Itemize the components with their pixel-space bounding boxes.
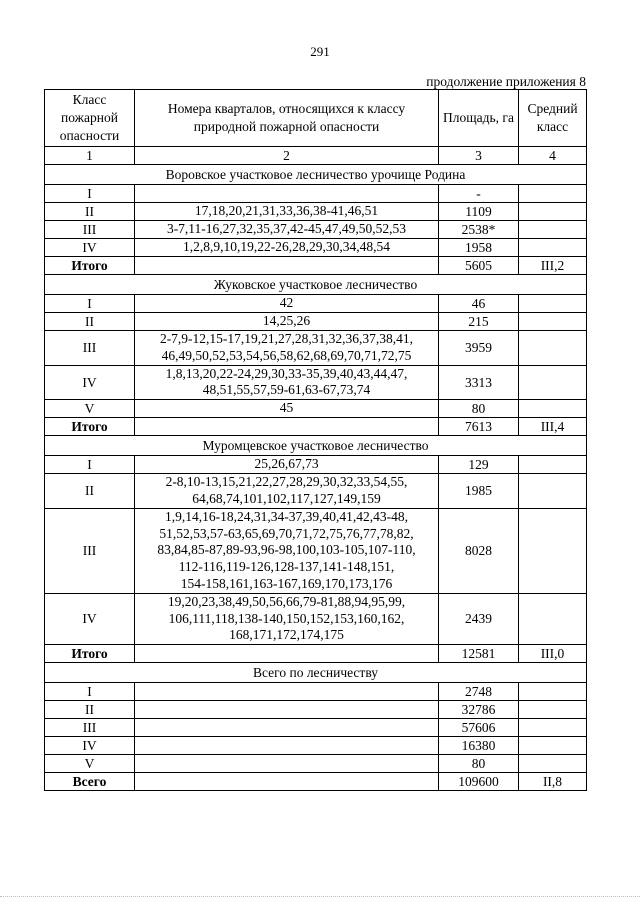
area-cell: 57606 <box>439 719 519 737</box>
area-cell: 1958 <box>439 239 519 257</box>
quarters-cell <box>135 683 439 701</box>
quarters-cell: 19,20,23,38,49,50,56,66,79-81,88,94,95,99, 106,111,118,138-140,150,152,153,160,162, 168,171,172,174,175 <box>135 593 439 644</box>
area-cell: 215 <box>439 313 519 331</box>
fire-class-cell: IV <box>45 239 135 257</box>
table-row <box>45 593 587 644</box>
table-row <box>45 239 587 257</box>
quarters-cell <box>135 755 439 773</box>
table-row <box>45 313 587 331</box>
fire-hazard-table <box>44 89 587 791</box>
quarters-cell <box>135 185 439 203</box>
table-row <box>45 737 587 755</box>
average-class-cell <box>519 185 587 203</box>
quarters-cell: 1,8,13,20,22-24,29,30,33-35,39,40,43,44,47, 48,51,55,57,59-61,63-67,73,74 <box>135 365 439 400</box>
section-header-row <box>45 663 587 683</box>
quarters-cell <box>135 773 439 791</box>
fire-class-cell: II <box>45 203 135 221</box>
quarters-cell: 14,25,26 <box>135 313 439 331</box>
average-class-cell: III,0 <box>519 645 587 663</box>
fire-class-cell: V <box>45 755 135 773</box>
fire-class-cell: I <box>45 456 135 474</box>
average-class-cell <box>519 683 587 701</box>
average-class-cell <box>519 701 587 719</box>
average-class-cell: II,8 <box>519 773 587 791</box>
table-row <box>45 221 587 239</box>
fire-class-cell: III <box>45 508 135 593</box>
section-title: Жуковское участковое лесничество <box>45 275 587 295</box>
fire-class-cell: II <box>45 313 135 331</box>
area-cell: 2538* <box>439 221 519 239</box>
average-class-cell <box>519 331 587 366</box>
area-cell: 80 <box>439 400 519 418</box>
fire-class-cell: III <box>45 719 135 737</box>
section-title: Воровское участковое лесничество урочище Родина <box>45 165 587 185</box>
quarters-cell: 17,18,20,21,31,33,36,38-41,46,51 <box>135 203 439 221</box>
fire-class-cell: IV <box>45 737 135 755</box>
average-class-cell <box>519 239 587 257</box>
quarters-cell: 1,9,14,16-18,24,31,34-37,39,40,41,42,43-48, 51,52,53,57-63,65,69,70,71,72,75,76,77,78,82, 83,84,85-87,89-93,96-98,100,103-105,107-110, 112-116,119-126,128-137,141-148,151, 154-158,161,163-167,169,170,173,176 <box>135 508 439 593</box>
area-cell: 1985 <box>439 474 519 509</box>
fire-class-cell: Итого <box>45 418 135 436</box>
average-class-cell <box>519 295 587 313</box>
area-cell: - <box>439 185 519 203</box>
table-row <box>45 683 587 701</box>
average-class-cell: III,2 <box>519 257 587 275</box>
section-header-row <box>45 165 587 185</box>
quarters-cell: 3-7,11-16,27,32,35,37,42-45,47,49,50,52,53 <box>135 221 439 239</box>
fire-class-cell: Итого <box>45 645 135 663</box>
column-number: 1 <box>45 147 135 165</box>
quarters-cell: 2-8,10-13,15,21,22,27,28,29,30,32,33,54,55, 64,68,74,101,102,117,127,149,159 <box>135 474 439 509</box>
quarters-cell: 42 <box>135 295 439 313</box>
fire-class-cell: I <box>45 185 135 203</box>
table-row <box>45 400 587 418</box>
appendix-continuation-title: продолжение приложения 8 <box>426 74 586 89</box>
total-row <box>45 257 587 275</box>
fire-class-cell: V <box>45 400 135 418</box>
area-cell: 46 <box>439 295 519 313</box>
area-cell: 3959 <box>439 331 519 366</box>
average-class-cell <box>519 203 587 221</box>
area-cell: 1109 <box>439 203 519 221</box>
average-class-cell <box>519 365 587 400</box>
area-cell: 7613 <box>439 418 519 436</box>
area-cell: 5605 <box>439 257 519 275</box>
fire-class-cell: III <box>45 331 135 366</box>
fire-class-cell: Итого <box>45 257 135 275</box>
page-number: 291 <box>310 44 330 59</box>
header-quarters: Номера кварталов, относящихся к классу природной пожарной опасности <box>135 90 439 147</box>
quarters-cell: 45 <box>135 400 439 418</box>
column-numbering-row <box>45 147 587 165</box>
average-class-cell <box>519 719 587 737</box>
table-row <box>45 755 587 773</box>
fire-class-cell: I <box>45 683 135 701</box>
table-row <box>45 203 587 221</box>
quarters-cell <box>135 737 439 755</box>
fire-class-cell: II <box>45 474 135 509</box>
section-title: Всего по лесничеству <box>45 663 587 683</box>
area-cell: 2748 <box>439 683 519 701</box>
average-class-cell <box>519 593 587 644</box>
table-row <box>45 474 587 509</box>
table-row <box>45 719 587 737</box>
average-class-cell <box>519 508 587 593</box>
column-number: 2 <box>135 147 439 165</box>
average-class-cell <box>519 755 587 773</box>
quarters-cell <box>135 645 439 663</box>
average-class-cell <box>519 474 587 509</box>
total-row <box>45 418 587 436</box>
quarters-cell: 25,26,67,73 <box>135 456 439 474</box>
quarters-cell: 2-7,9-12,15-17,19,21,27,28,31,32,36,37,38,41, 46,49,50,52,53,54,56,58,62,68,69,70,71,72,75 <box>135 331 439 366</box>
table-row <box>45 295 587 313</box>
area-cell: 8028 <box>439 508 519 593</box>
area-cell: 129 <box>439 456 519 474</box>
table-row <box>45 331 587 366</box>
average-class-cell <box>519 221 587 239</box>
header-average-class: Средний класс <box>519 90 587 147</box>
header-fire-class: Класс пожарной опасности <box>45 90 135 147</box>
fire-class-cell: III <box>45 221 135 239</box>
table-row <box>45 365 587 400</box>
quarters-cell <box>135 719 439 737</box>
header-area: Площадь, га <box>439 90 519 147</box>
table-body <box>45 165 587 791</box>
average-class-cell <box>519 313 587 331</box>
fire-class-cell: Всего <box>45 773 135 791</box>
column-number: 3 <box>439 147 519 165</box>
average-class-cell: III,4 <box>519 418 587 436</box>
average-class-cell <box>519 456 587 474</box>
table-header-row <box>45 90 587 147</box>
fire-class-cell: IV <box>45 593 135 644</box>
average-class-cell <box>519 400 587 418</box>
quarters-cell <box>135 418 439 436</box>
table-row <box>45 185 587 203</box>
area-cell: 80 <box>439 755 519 773</box>
table-row <box>45 508 587 593</box>
total-row <box>45 773 587 791</box>
area-cell: 12581 <box>439 645 519 663</box>
average-class-cell <box>519 737 587 755</box>
quarters-cell <box>135 701 439 719</box>
table-row <box>45 701 587 719</box>
column-number: 4 <box>519 147 587 165</box>
total-row <box>45 645 587 663</box>
table-row <box>45 456 587 474</box>
fire-class-cell: I <box>45 295 135 313</box>
quarters-cell: 1,2,8,9,10,19,22-26,28,29,30,34,48,54 <box>135 239 439 257</box>
section-header-row <box>45 275 587 295</box>
bottom-divider <box>0 896 640 898</box>
section-header-row <box>45 436 587 456</box>
area-cell: 109600 <box>439 773 519 791</box>
area-cell: 2439 <box>439 593 519 644</box>
area-cell: 32786 <box>439 701 519 719</box>
area-cell: 16380 <box>439 737 519 755</box>
fire-class-cell: II <box>45 701 135 719</box>
section-title: Муромцевское участковое лесничество <box>45 436 587 456</box>
quarters-cell <box>135 257 439 275</box>
fire-class-cell: IV <box>45 365 135 400</box>
area-cell: 3313 <box>439 365 519 400</box>
